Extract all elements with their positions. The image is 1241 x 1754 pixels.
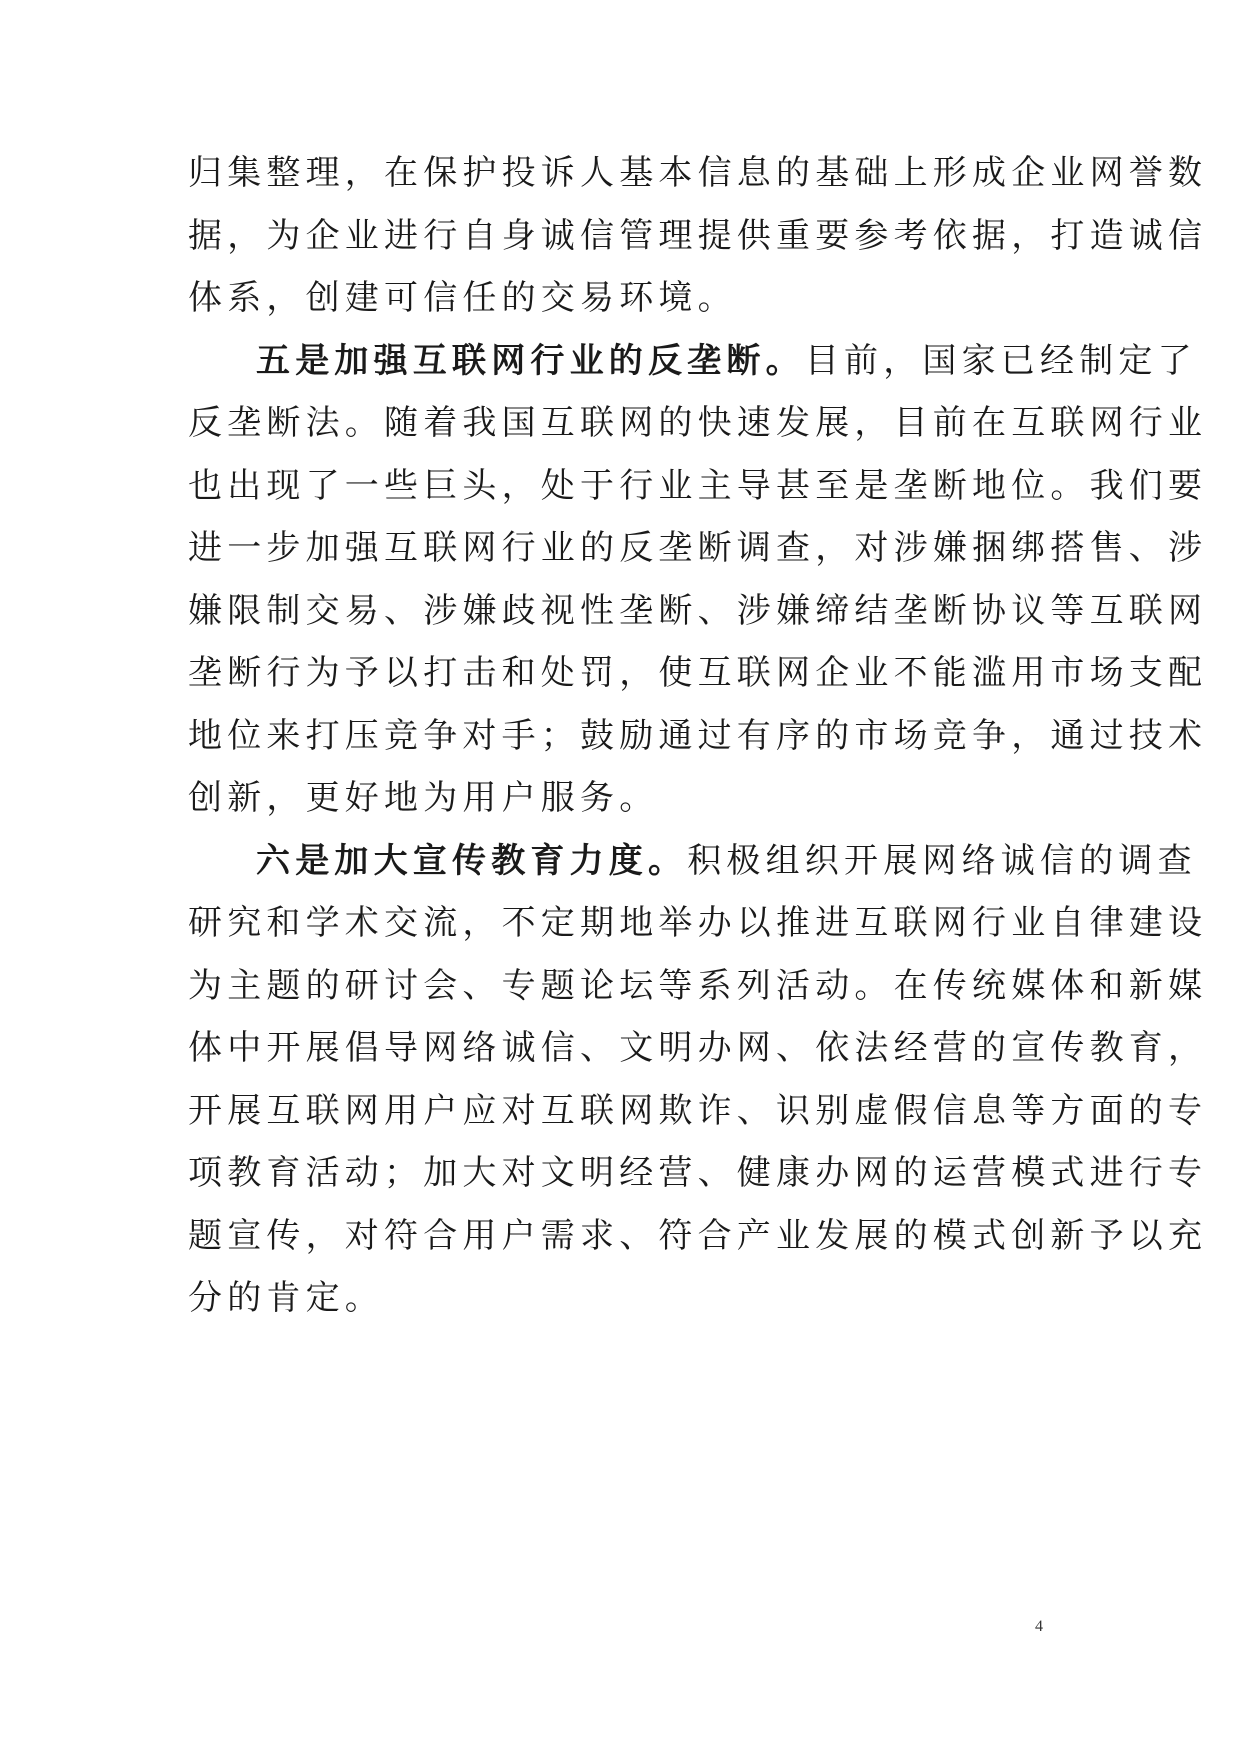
text-line: 题宣传，对符合用户需求、符合产业发展的模式创新予以充 — [188, 1215, 1208, 1256]
paragraph-five — [188, 330, 1208, 830]
text-line: 归集整理，在保护投诉人基本信息的基础上形成企业网誉数 — [188, 153, 1208, 193]
text-line: 进一步加强互联网行业的反垄断调查，对涉嫌捆绑搭售、涉 — [188, 528, 1208, 568]
text-line: 分的肯定。 — [188, 1278, 384, 1318]
paragraph-six — [188, 830, 1208, 1330]
paragraph-continued — [188, 142, 1208, 330]
text-line: 反垄断法。随着我国互联网的快速发展，目前在互联网行业 — [188, 403, 1208, 443]
text-line: 据，为企业进行自身诚信管理提供重要参考依据，打造诚信 — [188, 215, 1208, 256]
paragraph-first-line — [188, 830, 1197, 893]
text-line: 项教育活动；加大对文明经营、健康办网的运营模式进行专 — [188, 1153, 1208, 1193]
page-number: 4 — [1035, 1618, 1043, 1635]
text-line: 体中开展倡导网络诚信、文明办网、依法经营的宣传教育， — [188, 1028, 1208, 1068]
text-line: 体系，创建可信任的交易环境。 — [188, 278, 737, 318]
text-line: 嫌限制交易、涉嫌歧视性垄断、涉嫌缔结垄断协议等互联网 — [188, 590, 1208, 631]
paragraph-heading: 五是加强互联网行业的反垄断。 — [256, 340, 805, 381]
paragraph-lead-text: 目前，国家已经制定了 — [804, 340, 1197, 381]
paragraph-first-line — [188, 330, 1197, 393]
paragraph-heading: 六是加大宣传教育力度。 — [256, 840, 688, 881]
document-body — [188, 142, 1208, 1330]
text-line: 地位来打压竞争对手；鼓励通过有序的市场竞争，通过技术 — [188, 715, 1208, 756]
text-line: 开展互联网用户应对互联网欺诈、识别虚假信息等方面的专 — [188, 1090, 1208, 1131]
text-line: 垄断行为予以打击和处罚，使互联网企业不能滥用市场支配 — [188, 653, 1208, 693]
paragraph-lead-text: 积极组织开展网络诚信的调查 — [687, 840, 1197, 881]
text-line: 为主题的研讨会、专题论坛等系列活动。在传统媒体和新媒 — [188, 965, 1208, 1006]
text-line: 也出现了一些巨头，处于行业主导甚至是垄断地位。我们要 — [188, 465, 1208, 506]
text-line: 创新，更好地为用户服务。 — [188, 778, 659, 818]
text-line: 研究和学术交流，不定期地举办以推进互联网行业自律建设 — [188, 903, 1208, 943]
